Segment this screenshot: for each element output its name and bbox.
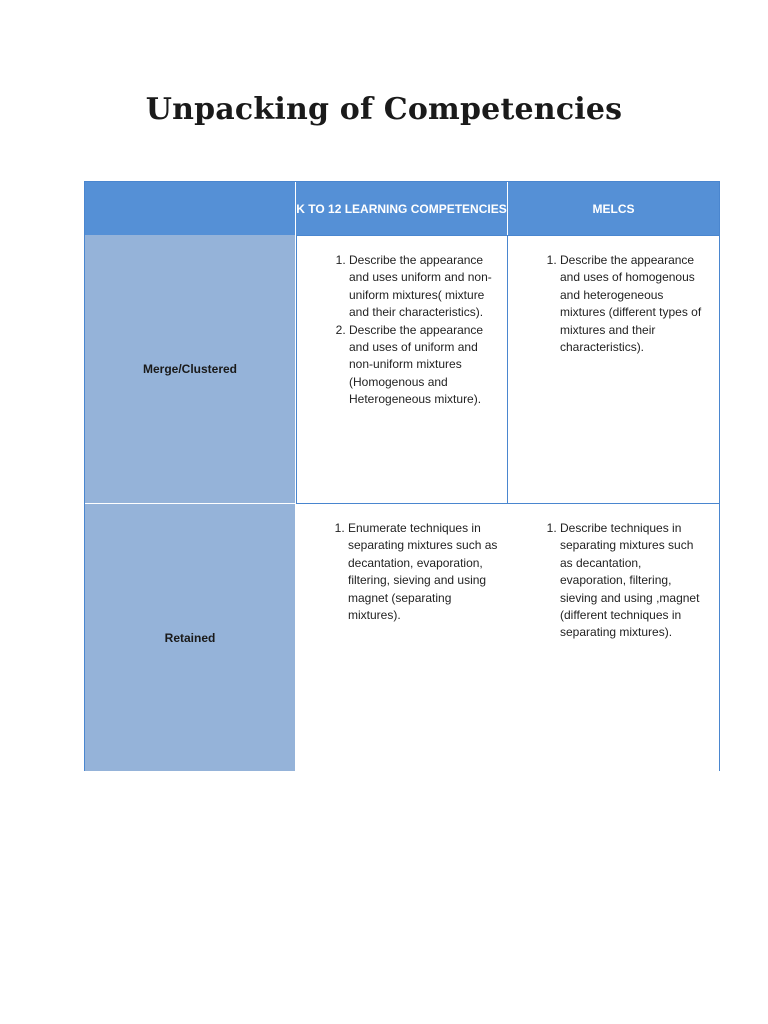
row-label-retained <box>85 503 296 771</box>
header-cell-melcs: MELCS <box>508 182 719 235</box>
k12-cell-row-2 <box>296 503 508 771</box>
k12-list-row-1 <box>297 252 507 409</box>
k12-list-row-2 <box>296 520 508 624</box>
header-cell-empty <box>85 182 296 235</box>
melcs-list-row-1 <box>508 252 719 356</box>
list-item: 1. Describe the appearance and uses of homogenous and heterogeneous mixtures (different types of mixtures and their characteristics). <box>560 252 709 356</box>
melcs-cell-row-1 <box>508 235 719 503</box>
row-label-text: Merge/Clustered <box>142 362 238 376</box>
k12-cell-row-1 <box>296 235 508 503</box>
list-item: 1. Describe techniques in separating mixtures such as decantation, evaporation, filtering, sieving and using ,magnet (different techniques in separating mixtures). <box>560 520 709 642</box>
list-item: 2. Describe the appearance and uses of uniform and non-uniform mixtures (Homogenous and Heterogeneous mixture). <box>349 322 497 409</box>
competencies-table <box>84 181 720 771</box>
header-cell-k12: K TO 12 LEARNING COMPETENCIES <box>296 182 508 235</box>
row-label-merge-clustered <box>85 235 296 503</box>
page-title: Unpacking of Competencies <box>145 92 623 127</box>
melcs-cell-row-2 <box>508 503 719 771</box>
list-item: 1. Describe the appearance and uses uniform and non-uniform mixtures( mixture and their characteristics). <box>349 252 497 322</box>
melcs-list-row-2 <box>508 520 719 642</box>
row-label-text: Retained <box>164 630 216 645</box>
list-item: 1. Enumerate techniques in separating mixtures such as decantation, evaporation, filtering, sieving and using magnet (separating mixtures). <box>348 520 498 624</box>
